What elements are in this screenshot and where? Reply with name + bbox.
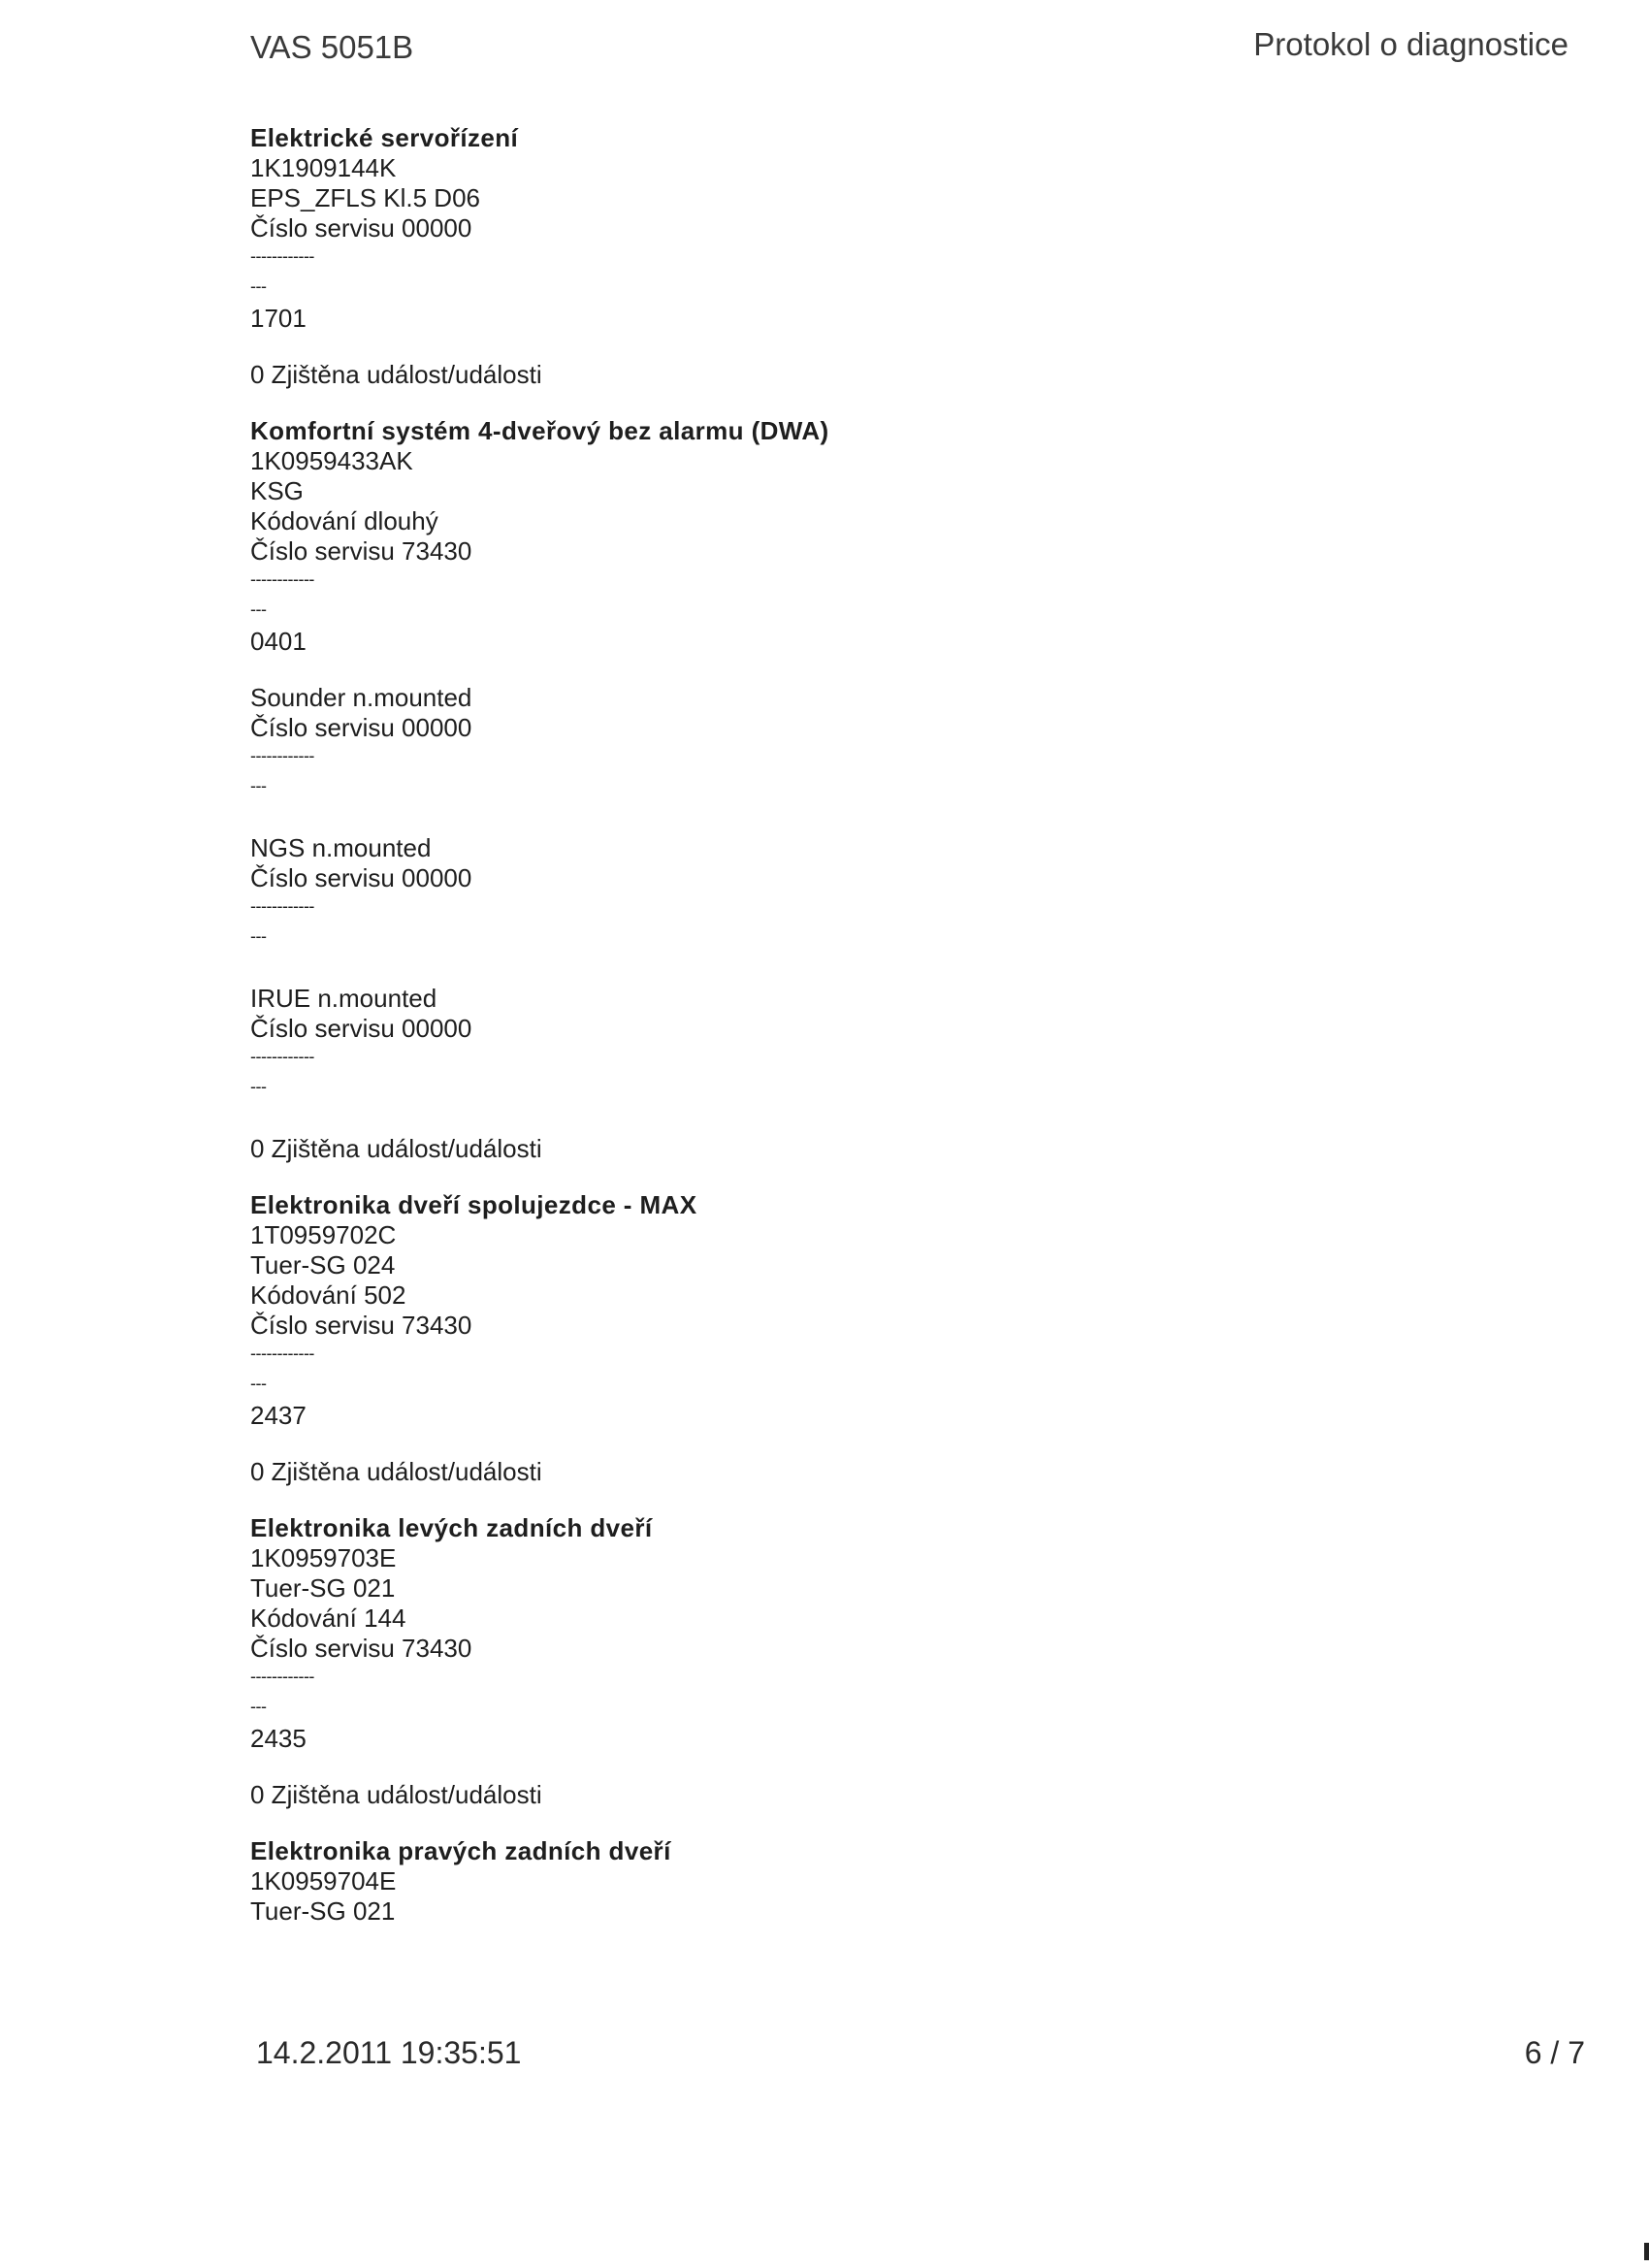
separator-long: ------------ [250,896,314,916]
module-line: Tuer-SG 021 [250,1573,396,1603]
module-title: Elektronika dveří spolujezdce - MAX [250,1190,697,1219]
separator-short: --- [250,926,267,946]
part-number: 1K0959433AK [250,446,413,475]
event-count: 0 Zjištěna událost/události [250,1457,542,1486]
separator-long: ------------ [250,246,314,266]
protocol-content [250,123,1317,1927]
service-number: Číslo servisu 73430 [250,536,472,566]
separator-short: --- [250,1374,267,1393]
module-code: 2437 [250,1401,307,1430]
part-number: 1K0959704E [250,1866,397,1895]
service-number: Číslo servisu 00000 [250,213,472,243]
module-code: 1701 [250,304,307,333]
service-number: Číslo servisu 00000 [250,713,472,742]
module-line: KSG [250,476,304,505]
module-line: Kódování 144 [250,1604,406,1633]
module-title: Elektronika pravých zadních dveří [250,1836,671,1865]
event-count: 0 Zjištěna událost/události [250,360,542,389]
module-title: Komfortní systém 4-dveřový bez alarmu (DWA) [250,416,829,445]
subsystem [250,984,1317,1104]
event-count: 0 Zjištěna událost/události [250,1780,542,1809]
footer-page-number: 6 / 7 [1524,2035,1585,2070]
separator-short: --- [250,776,267,795]
subsystem [250,683,1317,803]
subsystem-name: IRUE n.mounted [250,984,437,1013]
module-block [250,1190,1317,1487]
module-block [250,1836,1317,1927]
separator-short: --- [250,599,267,619]
separator-long: ------------ [250,1344,314,1363]
part-number: 1K1909144K [250,153,397,182]
service-number: Číslo servisu 00000 [250,863,472,892]
service-number: Číslo servisu 73430 [250,1634,472,1663]
module-code: 0401 [250,627,307,656]
module-line: EPS_ZFLS Kl.5 D06 [250,183,480,212]
module-code: 2435 [250,1724,307,1753]
module-title: Elektronika levých zadních dveří [250,1513,653,1542]
subsystem-name: Sounder n.mounted [250,683,472,712]
separator-long: ------------ [250,569,314,589]
separator-short: --- [250,276,267,296]
module-line: Tuer-SG 024 [250,1250,396,1280]
module-block [250,123,1317,390]
service-number: Číslo servisu 00000 [250,1014,472,1043]
separator-long: ------------ [250,1667,314,1686]
header-title: Protokol o diagnostice [1253,26,1568,62]
event-count: 0 Zjištěna událost/události [250,1134,542,1163]
separator-long: ------------ [250,1047,314,1066]
footer-datetime: 14.2.2011 19:35:51 [256,2035,522,2070]
module-block [250,416,1317,1164]
scan-mark [1644,2243,1649,2260]
part-number: 1K0959703E [250,1543,397,1572]
separator-long: ------------ [250,746,314,765]
separator-short: --- [250,1697,267,1716]
separator-short: --- [250,1077,267,1096]
subsystem-name: NGS n.mounted [250,833,432,862]
service-number: Číslo servisu 73430 [250,1311,472,1340]
module-block [250,1513,1317,1810]
module-line: Kódování dlouhý [250,506,438,535]
module-title: Elektrické servořízení [250,123,519,152]
header-device: VAS 5051B [250,29,414,65]
part-number: 1T0959702C [250,1220,397,1249]
module-line: Kódování 502 [250,1280,406,1310]
subsystem [250,833,1317,954]
module-line: Tuer-SG 021 [250,1896,396,1926]
